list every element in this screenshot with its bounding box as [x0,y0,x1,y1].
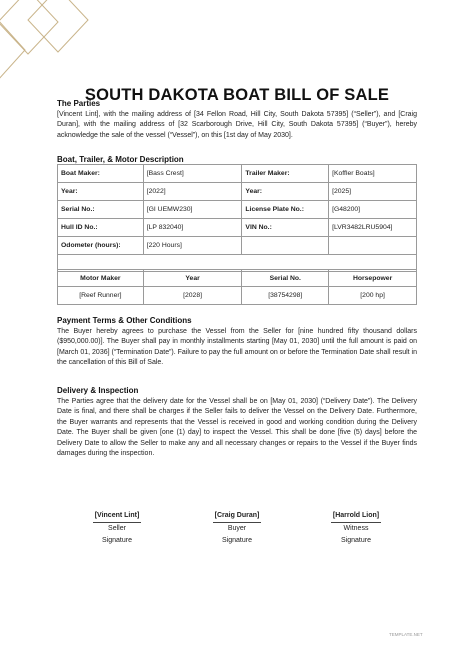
signatory-name: [Harrold Lion] [331,510,381,523]
signatory-name: [Vincent Lint] [93,510,142,523]
motor-table [57,269,417,305]
column-header: Horsepower [329,270,417,287]
signature-label: Signature [222,537,252,545]
table-row [58,165,417,183]
signatory-role: Seller [108,525,126,533]
delivery-text: The Parties agree that the delivery date for the Vessel shall be on [May 01, 2030] (“Delivery Date”). The Delivery Date is final, and there shall be charges if the Seller fails to deliver the Vessel on the Delivery Date. Furthermore, the Buyer warrants and represents that the Vessel is received in good and working condition during the Delivery Date. The Buyer shall be given [one (1) day] to inspect the Vessel. This shall be done [five (5) days] before the Delivery Date to allow the Seller to make any and all necessary changes or repairs to the Vessel if the Buyer finds damages during the inspection. [57,398,417,458]
signatory-role: Buyer [227,525,247,533]
table-cell-empty [242,237,329,255]
table-cell-value: [GI UEMW230] [143,201,242,219]
parties-heading: The Parties [57,99,101,108]
table-row [58,183,417,201]
footer-logo: TEMPLATE.NET [389,632,423,637]
table-cell-label: Hull ID No.: [58,219,144,237]
table-cell-value: [Reef Runner] [58,287,144,305]
signatory-name: [Craig Duran] [213,510,262,523]
table-cell-label: VIN No.: [242,219,329,237]
delivery-heading: Delivery & Inspection [57,386,139,395]
table-cell-label: Boat Maker: [58,165,144,183]
payment-heading: Payment Terms & Other Conditions [57,316,192,325]
signature-block-witness [306,510,406,548]
table-cell-label: License Plate No.: [242,201,329,219]
table-cell-label: Trailer Maker: [242,165,329,183]
table-cell-label: Year: [58,183,144,201]
payment-text: The Buyer hereby agrees to purchase the Vessel from the Seller for [nine hundred fifty thousand dollars ($950,000.00)]. The Buyer shall pay in monthly installments starting [May 01, 2030] until the full amount is paid on [March 01, 2036] (“Termination Date”). Failure to pay the full amount on or before the Termination Date shall result in the cancellation of this Bill of Sale. [57,328,417,367]
table-cell-value: [Bass Crest] [143,165,242,183]
table-row [58,287,417,305]
table-cell-value: [Koffler Boats] [329,165,417,183]
table-header-row [58,270,417,287]
table-row [58,219,417,237]
signature-label: Signature [102,537,132,545]
signature-block-buyer [187,510,287,548]
table-cell-value: [200 hp] [329,287,417,305]
table-cell-label: Serial No.: [58,201,144,219]
signature-block-seller [67,510,167,548]
table-cell-value: [220 Hours] [143,237,242,255]
vessel-description-table [57,164,417,272]
table-row [58,201,417,219]
table-cell-value: [LVR3482LRU5904] [329,219,417,237]
document-title: SOUTH DAKOTA BOAT BILL OF SALE [84,86,390,104]
description-heading: Boat, Trailer, & Motor Description [57,155,184,164]
table-cell-value: [2025] [329,183,417,201]
signature-label: Signature [341,537,371,545]
table-cell-empty [329,237,417,255]
table-row [58,237,417,255]
column-header: Motor Maker [58,270,144,287]
table-cell-value: [2028] [143,287,242,305]
table-cell-value: [38754298] [242,287,329,305]
column-header: Year [143,270,242,287]
table-cell-value: [LP 832040] [143,219,242,237]
column-header: Serial No. [242,270,329,287]
table-cell-label: Odometer (hours): [58,237,144,255]
parties-text: [Vincent Lint], with the mailing address of [34 Fellon Road, Hill City, South Dakota 57395] (“Seller”), and [Craig Duran], with the mailing address of [32 Scarborough Drive, Hill City, South Dakota 57395] (“Buyer”), hereby acknowledge the sale of the vessel (“Vessel”), on this [1st day of May 2030]. [57,111,417,139]
table-cell-value: [2022] [143,183,242,201]
table-cell-value: [G48200] [329,201,417,219]
table-cell-label: Year: [242,183,329,201]
signatory-role: Witness [343,525,369,533]
